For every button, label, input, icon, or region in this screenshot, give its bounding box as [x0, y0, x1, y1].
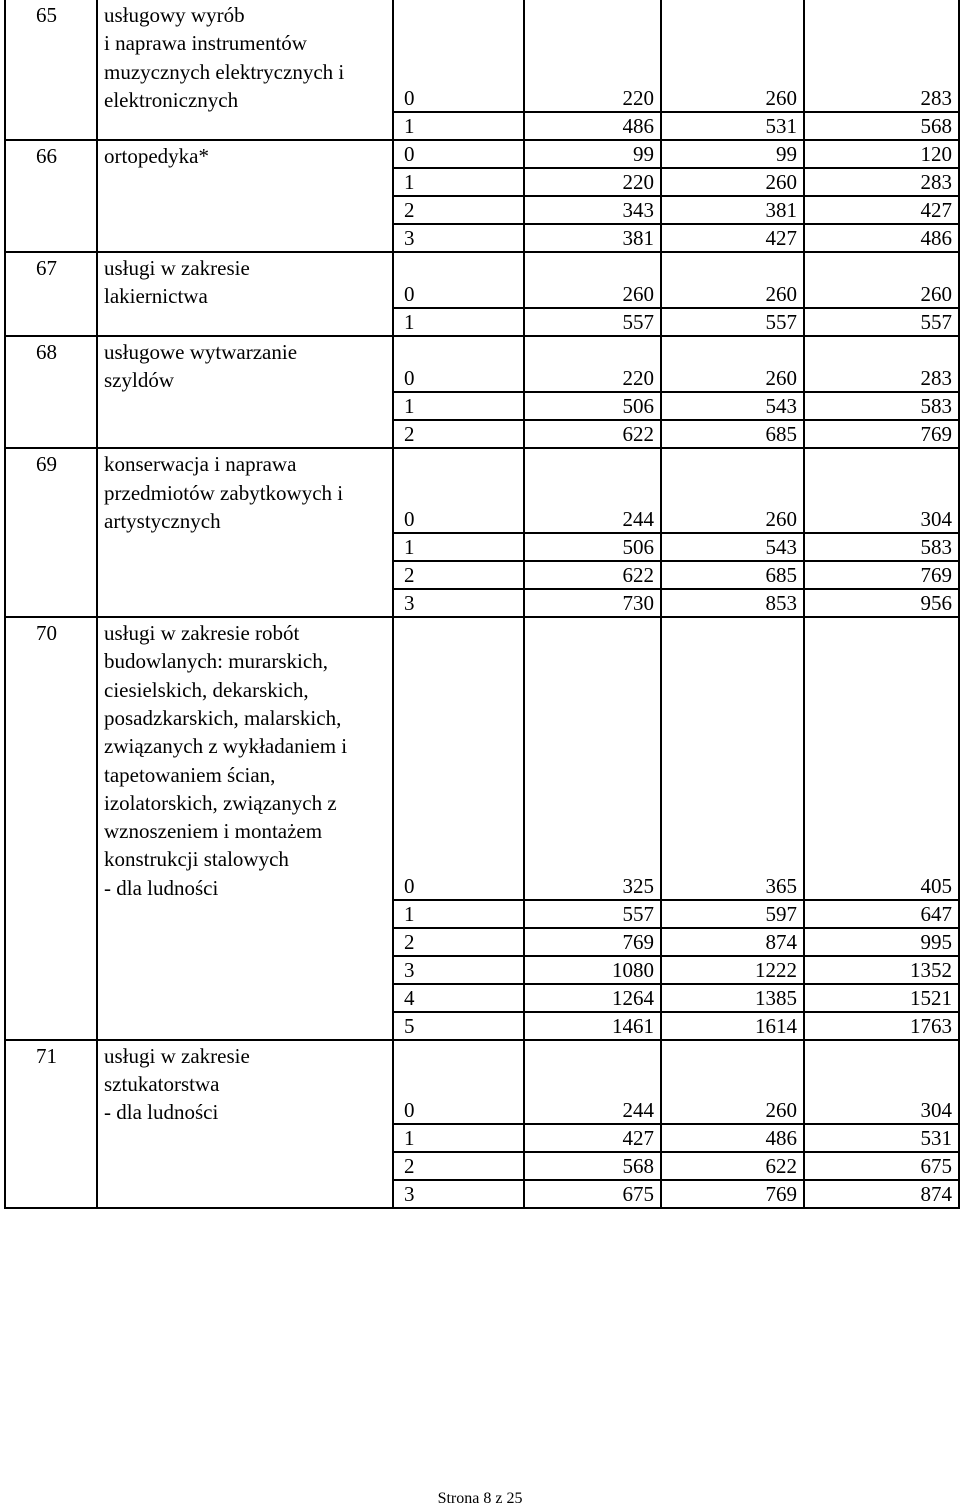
- table-row: [5, 448, 959, 533]
- rate-cell-3: 1352: [804, 956, 959, 984]
- service-number: 67: [5, 252, 97, 336]
- rate-cell-3: 1521: [804, 984, 959, 1012]
- rate-cell-2: 260: [661, 0, 804, 112]
- service-number: 70: [5, 617, 97, 1040]
- zone-cell: 2: [393, 196, 524, 224]
- rate-cell-3: 304: [804, 1040, 959, 1125]
- rate-cell-2: 769: [661, 1180, 804, 1208]
- rate-cell-3: 995: [804, 928, 959, 956]
- rate-cell-2: 260: [661, 168, 804, 196]
- zone-cell: 1: [393, 1124, 524, 1152]
- rate-cell-1: 506: [524, 392, 661, 420]
- zone-cell: 1: [393, 900, 524, 928]
- rate-cell-1: 730: [524, 589, 661, 617]
- rate-cell-3: 647: [804, 900, 959, 928]
- rate-cell-3: 568: [804, 112, 959, 140]
- rate-cell-1: 568: [524, 1152, 661, 1180]
- rate-cell-3: 304: [804, 448, 959, 533]
- rate-cell-3: 531: [804, 1124, 959, 1152]
- rate-cell-3: 675: [804, 1152, 959, 1180]
- table-row: [5, 140, 959, 168]
- zone-cell: 1: [393, 168, 524, 196]
- rate-cell-2: 99: [661, 140, 804, 168]
- rate-cell-2: 260: [661, 336, 804, 392]
- service-name: usługi w zakresie robót budowlanych: murarskich, ciesielskich, dekarskich, posadzkarskich, malarskich, związanych z wykładaniem i tapetowaniem ścian, izolatorskich, związanych z wznoszeniem i montażem konstrukcji stalowych - dla ludności: [97, 617, 393, 1040]
- rate-cell-1: 244: [524, 1040, 661, 1125]
- rate-cell-1: 622: [524, 420, 661, 448]
- service-name: konserwacja i naprawa przedmiotów zabytkowych i artystycznych: [97, 448, 393, 617]
- rate-cell-3: 427: [804, 196, 959, 224]
- rate-cell-3: 769: [804, 420, 959, 448]
- table-row: [5, 1040, 959, 1125]
- service-number: 71: [5, 1040, 97, 1209]
- tariff-table: [4, 0, 960, 1209]
- zone-cell: 0: [393, 0, 524, 112]
- service-number: 65: [5, 0, 97, 140]
- rate-cell-2: 622: [661, 1152, 804, 1180]
- rate-cell-2: 260: [661, 1040, 804, 1125]
- rate-cell-1: 260: [524, 252, 661, 308]
- rate-cell-3: 260: [804, 252, 959, 308]
- rate-cell-3: 405: [804, 617, 959, 900]
- page-number: Strona 8 z 25: [437, 1490, 523, 1507]
- rate-cell-1: 1080: [524, 956, 661, 984]
- zone-cell: 3: [393, 1180, 524, 1208]
- zone-cell: 5: [393, 1012, 524, 1040]
- rate-cell-1: 427: [524, 1124, 661, 1152]
- table-row: [5, 252, 959, 308]
- rate-cell-2: 597: [661, 900, 804, 928]
- zone-cell: 2: [393, 561, 524, 589]
- rate-cell-2: 381: [661, 196, 804, 224]
- rate-cell-2: 531: [661, 112, 804, 140]
- zone-cell: 0: [393, 336, 524, 392]
- rate-cell-2: 853: [661, 589, 804, 617]
- rate-cell-1: 99: [524, 140, 661, 168]
- zone-cell: 3: [393, 956, 524, 984]
- rate-cell-2: 365: [661, 617, 804, 900]
- rate-cell-2: 543: [661, 392, 804, 420]
- service-name: ortopedyka*: [97, 140, 393, 252]
- zone-cell: 3: [393, 224, 524, 252]
- rate-cell-2: 1385: [661, 984, 804, 1012]
- rate-cell-1: 557: [524, 900, 661, 928]
- rate-cell-2: 1614: [661, 1012, 804, 1040]
- zone-cell: 1: [393, 392, 524, 420]
- service-name: usługowy wyrób i naprawa instrumentów muzycznych elektrycznych i elektronicznych: [97, 0, 393, 140]
- rate-cell-3: 583: [804, 392, 959, 420]
- zone-cell: 0: [393, 1040, 524, 1125]
- rate-cell-2: 260: [661, 252, 804, 308]
- rate-cell-1: 557: [524, 308, 661, 336]
- zone-cell: 0: [393, 140, 524, 168]
- rate-cell-3: 283: [804, 168, 959, 196]
- rate-cell-3: 283: [804, 336, 959, 392]
- rate-cell-3: 956: [804, 589, 959, 617]
- zone-cell: 2: [393, 928, 524, 956]
- service-number: 69: [5, 448, 97, 617]
- rate-cell-2: 427: [661, 224, 804, 252]
- rate-cell-1: 220: [524, 168, 661, 196]
- zone-cell: 0: [393, 252, 524, 308]
- table-row: [5, 0, 959, 112]
- rate-cell-2: 557: [661, 308, 804, 336]
- rate-cell-2: 685: [661, 561, 804, 589]
- rate-cell-1: 622: [524, 561, 661, 589]
- zone-cell: 0: [393, 448, 524, 533]
- table-row: [5, 336, 959, 392]
- rate-cell-1: 381: [524, 224, 661, 252]
- rate-cell-1: 486: [524, 112, 661, 140]
- rate-cell-1: 244: [524, 448, 661, 533]
- zone-cell: 3: [393, 589, 524, 617]
- service-number: 68: [5, 336, 97, 448]
- zone-cell: 2: [393, 1152, 524, 1180]
- zone-cell: 2: [393, 420, 524, 448]
- rate-cell-1: 343: [524, 196, 661, 224]
- table-row: [5, 617, 959, 900]
- zone-cell: 0: [393, 617, 524, 900]
- rate-cell-3: 874: [804, 1180, 959, 1208]
- rate-cell-1: 675: [524, 1180, 661, 1208]
- zone-cell: 1: [393, 533, 524, 561]
- zone-cell: 1: [393, 308, 524, 336]
- rate-cell-1: 220: [524, 336, 661, 392]
- rate-cell-1: 1264: [524, 984, 661, 1012]
- tariff-body: [5, 0, 959, 1208]
- rate-cell-2: 685: [661, 420, 804, 448]
- rate-cell-3: 583: [804, 533, 959, 561]
- rate-cell-1: 1461: [524, 1012, 661, 1040]
- service-name: usługi w zakresie lakiernictwa: [97, 252, 393, 336]
- zone-cell: 4: [393, 984, 524, 1012]
- rate-cell-2: 486: [661, 1124, 804, 1152]
- rate-cell-3: 120: [804, 140, 959, 168]
- rate-cell-3: 283: [804, 0, 959, 112]
- rate-cell-2: 543: [661, 533, 804, 561]
- rate-cell-1: 506: [524, 533, 661, 561]
- service-name: usługowe wytwarzanie szyldów: [97, 336, 393, 448]
- rate-cell-3: 1763: [804, 1012, 959, 1040]
- zone-cell: 1: [393, 112, 524, 140]
- rate-cell-2: 874: [661, 928, 804, 956]
- rate-cell-1: 769: [524, 928, 661, 956]
- rate-cell-3: 769: [804, 561, 959, 589]
- service-number: 66: [5, 140, 97, 252]
- rate-cell-3: 486: [804, 224, 959, 252]
- service-name: usługi w zakresie sztukatorstwa - dla ludności: [97, 1040, 393, 1209]
- rate-cell-2: 260: [661, 448, 804, 533]
- rate-cell-1: 220: [524, 0, 661, 112]
- rate-cell-2: 1222: [661, 956, 804, 984]
- rate-cell-3: 557: [804, 308, 959, 336]
- rate-cell-1: 325: [524, 617, 661, 900]
